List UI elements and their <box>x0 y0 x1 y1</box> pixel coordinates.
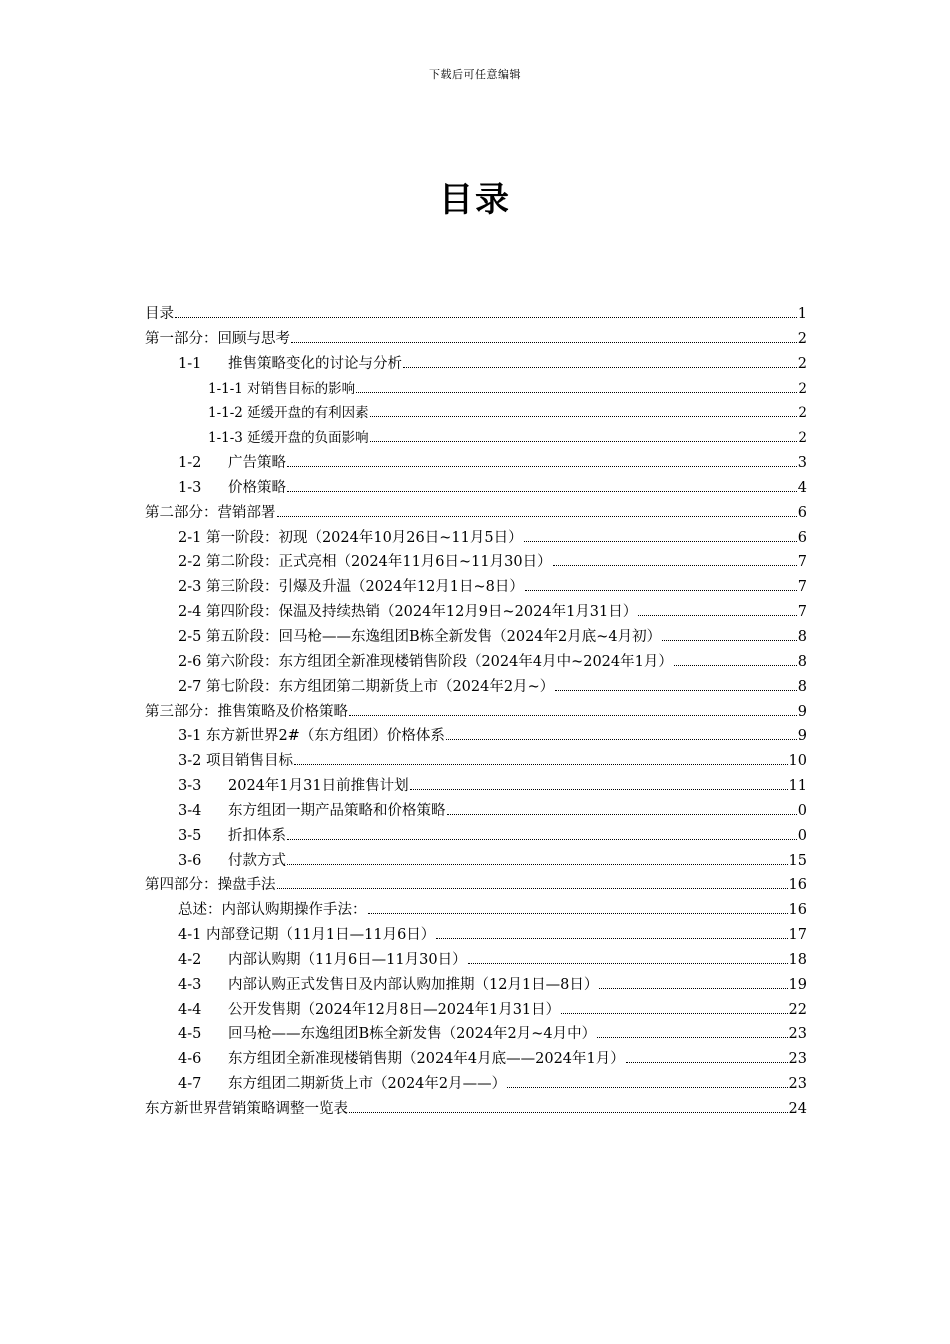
toc-entry-title: 回马枪——东逸组团B栋全新发售（2024年2月~4月中） <box>228 1026 597 1043</box>
toc-entry[interactable] <box>145 873 807 898</box>
toc-entry[interactable] <box>145 501 807 526</box>
toc-dot-leader <box>291 342 797 343</box>
toc-entry[interactable] <box>145 774 807 799</box>
toc-dot-leader <box>277 516 797 517</box>
toc-entry-page-number: 11 <box>788 778 807 795</box>
toc-dot-leader <box>638 615 797 616</box>
toc-entry[interactable] <box>145 749 807 774</box>
toc-entry-number: 1-1 <box>178 355 202 372</box>
toc-dot-leader <box>507 1087 787 1088</box>
toc-entry-page-number: 7 <box>797 579 807 596</box>
toc-entry[interactable] <box>145 600 807 625</box>
toc-entry-title: 付款方式 <box>228 852 286 869</box>
toc-entry[interactable] <box>145 1022 807 1047</box>
toc-entry[interactable] <box>145 526 807 551</box>
toc-entry-title: 2-2 第二阶段：正式亮相（2024年11月6日~11月30日） <box>178 554 552 571</box>
toc-entry-number: 4-6 <box>178 1051 202 1068</box>
toc-entry-page-number: 4 <box>797 479 807 496</box>
page-title: 目录 <box>439 180 511 220</box>
toc-entry-title: 3-2 项目销售目标 <box>178 753 293 770</box>
toc-entry-title: 内部认购正式发售日及内部认购加推期（12月1日—8日） <box>228 976 599 993</box>
toc-entry[interactable] <box>145 650 807 675</box>
toc-entry[interactable] <box>145 923 807 948</box>
toc-entry-number: 4-3 <box>178 976 202 993</box>
toc-entry-title: 东方组团一期产品策略和价格策略 <box>228 802 446 819</box>
toc-entry-title: 第四部分：操盘手法 <box>145 877 276 894</box>
toc-dot-leader <box>662 640 797 641</box>
toc-entry-page-number: 8 <box>797 628 807 645</box>
toc-dot-leader <box>287 466 797 467</box>
toc-entry-page-number: 22 <box>788 1001 807 1018</box>
toc-dot-leader <box>553 565 797 566</box>
toc-entry-number: 3-4 <box>178 802 202 819</box>
toc-entry-page-number: 3 <box>797 455 807 472</box>
toc-dot-leader <box>349 715 797 716</box>
toc-entry-page-number: 10 <box>788 753 807 770</box>
toc-dot-leader <box>436 938 787 939</box>
toc-dot-leader <box>447 814 797 815</box>
toc-entry-title: 东方组团二期新货上市（2024年2月——） <box>228 1076 507 1093</box>
toc-dot-leader <box>446 739 797 740</box>
toc-entry-number: 4-4 <box>178 1001 202 1018</box>
toc-dot-leader <box>561 1013 787 1014</box>
toc-entry-number: 1-2 <box>178 455 202 472</box>
toc-entry-page-number: 0 <box>797 802 807 819</box>
toc-entry[interactable] <box>145 550 807 575</box>
toc-entry-title: 2-1 第一阶段：初现（2024年10月26日~11月5日） <box>178 529 523 546</box>
toc-entry[interactable] <box>145 451 807 476</box>
toc-entry-title: 目录 <box>145 306 174 322</box>
toc-entry-title: 2024年1月31日前推售计划 <box>228 778 409 795</box>
toc-entry-number: 4-2 <box>178 951 202 968</box>
toc-entry-title: 广告策略 <box>228 455 286 472</box>
toc-entry-page-number: 2 <box>797 355 807 372</box>
toc-dot-leader <box>294 764 788 765</box>
toc-entry-page-number: 6 <box>797 504 807 521</box>
toc-entry[interactable] <box>145 799 807 824</box>
toc-entry[interactable] <box>145 824 807 849</box>
toc-dot-leader <box>356 392 797 393</box>
toc-entry-number: 4-5 <box>178 1026 202 1043</box>
toc-entry-title: 第一部分：回顾与思考 <box>145 330 290 347</box>
toc-entry-title: 3-1 东方新世界2#（东方组团）价格体系 <box>178 728 445 745</box>
toc-entry[interactable] <box>145 476 807 501</box>
toc-entry-title: 价格策略 <box>228 479 286 496</box>
toc-entry[interactable] <box>145 1047 807 1072</box>
toc-dot-leader <box>599 988 787 989</box>
toc-dot-leader <box>175 317 797 318</box>
toc-entry[interactable] <box>145 575 807 600</box>
toc-entry-title: 第二部分：营销部署 <box>145 504 276 521</box>
toc-entry-title: 总述：内部认购期操作手法： <box>178 902 367 919</box>
toc-entry-title: 公开发售期（2024年12月8日—2024年1月31日） <box>228 1001 561 1018</box>
toc-entry[interactable] <box>145 1097 807 1122</box>
toc-entry[interactable] <box>145 327 807 352</box>
toc-entry[interactable] <box>145 625 807 650</box>
toc-entry-page-number: 24 <box>788 1101 807 1117</box>
toc-entry-title: 2-7 第七阶段：东方组团第二期新货上市（2024年2月~） <box>178 678 555 695</box>
toc-entry-number: 3-3 <box>178 778 202 795</box>
toc-entry-page-number: 16 <box>788 877 807 894</box>
toc-entry-number: 3-5 <box>178 827 202 844</box>
toc-entry-page-number: 23 <box>788 1076 807 1093</box>
toc-entry-page-number: 9 <box>797 703 807 720</box>
toc-entry-page-number: 0 <box>797 827 807 844</box>
toc-dot-leader <box>555 690 797 691</box>
toc-dot-leader <box>370 441 798 442</box>
toc-dot-leader <box>524 541 797 542</box>
toc-entry[interactable] <box>145 426 807 451</box>
toc-entry-number: 1-3 <box>178 479 202 496</box>
toc-dot-leader <box>525 590 797 591</box>
toc-dot-leader <box>674 665 797 666</box>
toc-entry-title: 折扣体系 <box>228 827 286 844</box>
toc-dot-leader <box>403 367 797 368</box>
toc-dot-leader <box>468 963 788 964</box>
toc-entry-page-number: 2 <box>798 380 807 397</box>
toc-entry[interactable] <box>145 302 807 327</box>
toc-dot-leader <box>410 789 788 790</box>
toc-entry-page-number: 8 <box>797 678 807 695</box>
toc-entry[interactable] <box>145 401 807 426</box>
toc-entry[interactable] <box>145 724 807 749</box>
toc-entry-page-number: 19 <box>788 976 807 993</box>
toc-entry-title: 东方新世界营销策略调整一览表 <box>145 1101 348 1117</box>
toc-entry-page-number: 23 <box>788 1026 807 1043</box>
toc-entry-page-number: 2 <box>798 405 807 422</box>
toc-entry-page-number: 8 <box>797 653 807 670</box>
toc-entry[interactable] <box>145 377 807 402</box>
table-of-contents <box>145 302 807 1122</box>
toc-dot-leader <box>368 913 788 914</box>
toc-entry-title: 2-6 第六阶段：东方组团全新准现楼销售阶段（2024年4月中~2024年1月） <box>178 653 673 670</box>
page-header-note: 下载后可任意编辑 <box>429 68 521 81</box>
toc-dot-leader <box>597 1037 787 1038</box>
toc-entry-page-number: 2 <box>797 330 807 347</box>
toc-entry-number: 3-6 <box>178 852 202 869</box>
toc-entry-number: 4-7 <box>178 1076 202 1093</box>
toc-entry-title: 2-3 第三阶段：引爆及升温（2024年12月1日~8日） <box>178 579 524 596</box>
toc-entry-page-number: 9 <box>797 728 807 745</box>
toc-dot-leader <box>287 491 797 492</box>
toc-entry-title: 2-5 第五阶段：回马枪——东逸组团B栋全新发售（2024年2月底~4月初） <box>178 628 662 645</box>
toc-entry[interactable] <box>145 1072 807 1097</box>
toc-entry-title: 2-4 第四阶段：保温及持续热销（2024年12月9日~2024年1月31日） <box>178 604 638 621</box>
toc-entry-page-number: 15 <box>788 852 807 869</box>
toc-entry-page-number: 17 <box>788 927 807 944</box>
toc-entry-title: 第三部分：推售策略及价格策略 <box>145 703 348 720</box>
toc-entry-title: 4-1 内部登记期（11月1日—11月6日） <box>178 927 436 944</box>
toc-entry-title: 东方组团全新准现楼销售期（2024年4月底——2024年1月） <box>228 1051 625 1068</box>
toc-entry-title: 1-1-3 延缓开盘的负面影响 <box>208 430 369 447</box>
toc-dot-leader <box>287 864 788 865</box>
toc-dot-leader <box>370 416 798 417</box>
toc-entry[interactable] <box>145 998 807 1023</box>
toc-entry-page-number: 18 <box>788 951 807 968</box>
toc-entry-title: 1-1-2 延缓开盘的有利因素 <box>208 405 369 422</box>
toc-entry-page-number: 2 <box>798 430 807 447</box>
toc-entry[interactable] <box>145 700 807 725</box>
toc-entry-page-number: 1 <box>797 306 807 322</box>
toc-entry-page-number: 6 <box>797 529 807 546</box>
toc-entry-title: 内部认购期（11月6日—11月30日） <box>228 951 467 968</box>
toc-entry-page-number: 7 <box>797 554 807 571</box>
toc-entry-page-number: 23 <box>788 1051 807 1068</box>
toc-entry-title: 1-1-1 对销售目标的影响 <box>208 380 356 397</box>
toc-entry[interactable] <box>145 352 807 377</box>
toc-entry[interactable] <box>145 675 807 700</box>
toc-entry-page-number: 16 <box>788 902 807 919</box>
toc-entry[interactable] <box>145 849 807 874</box>
toc-entry-title: 推售策略变化的讨论与分析 <box>228 355 402 372</box>
toc-entry[interactable] <box>145 898 807 923</box>
toc-entry[interactable] <box>145 948 807 973</box>
toc-entry-page-number: 7 <box>797 604 807 621</box>
toc-dot-leader <box>349 1112 788 1113</box>
toc-entry[interactable] <box>145 973 807 998</box>
toc-dot-leader <box>287 839 797 840</box>
toc-dot-leader <box>626 1062 788 1063</box>
toc-dot-leader <box>277 888 788 889</box>
